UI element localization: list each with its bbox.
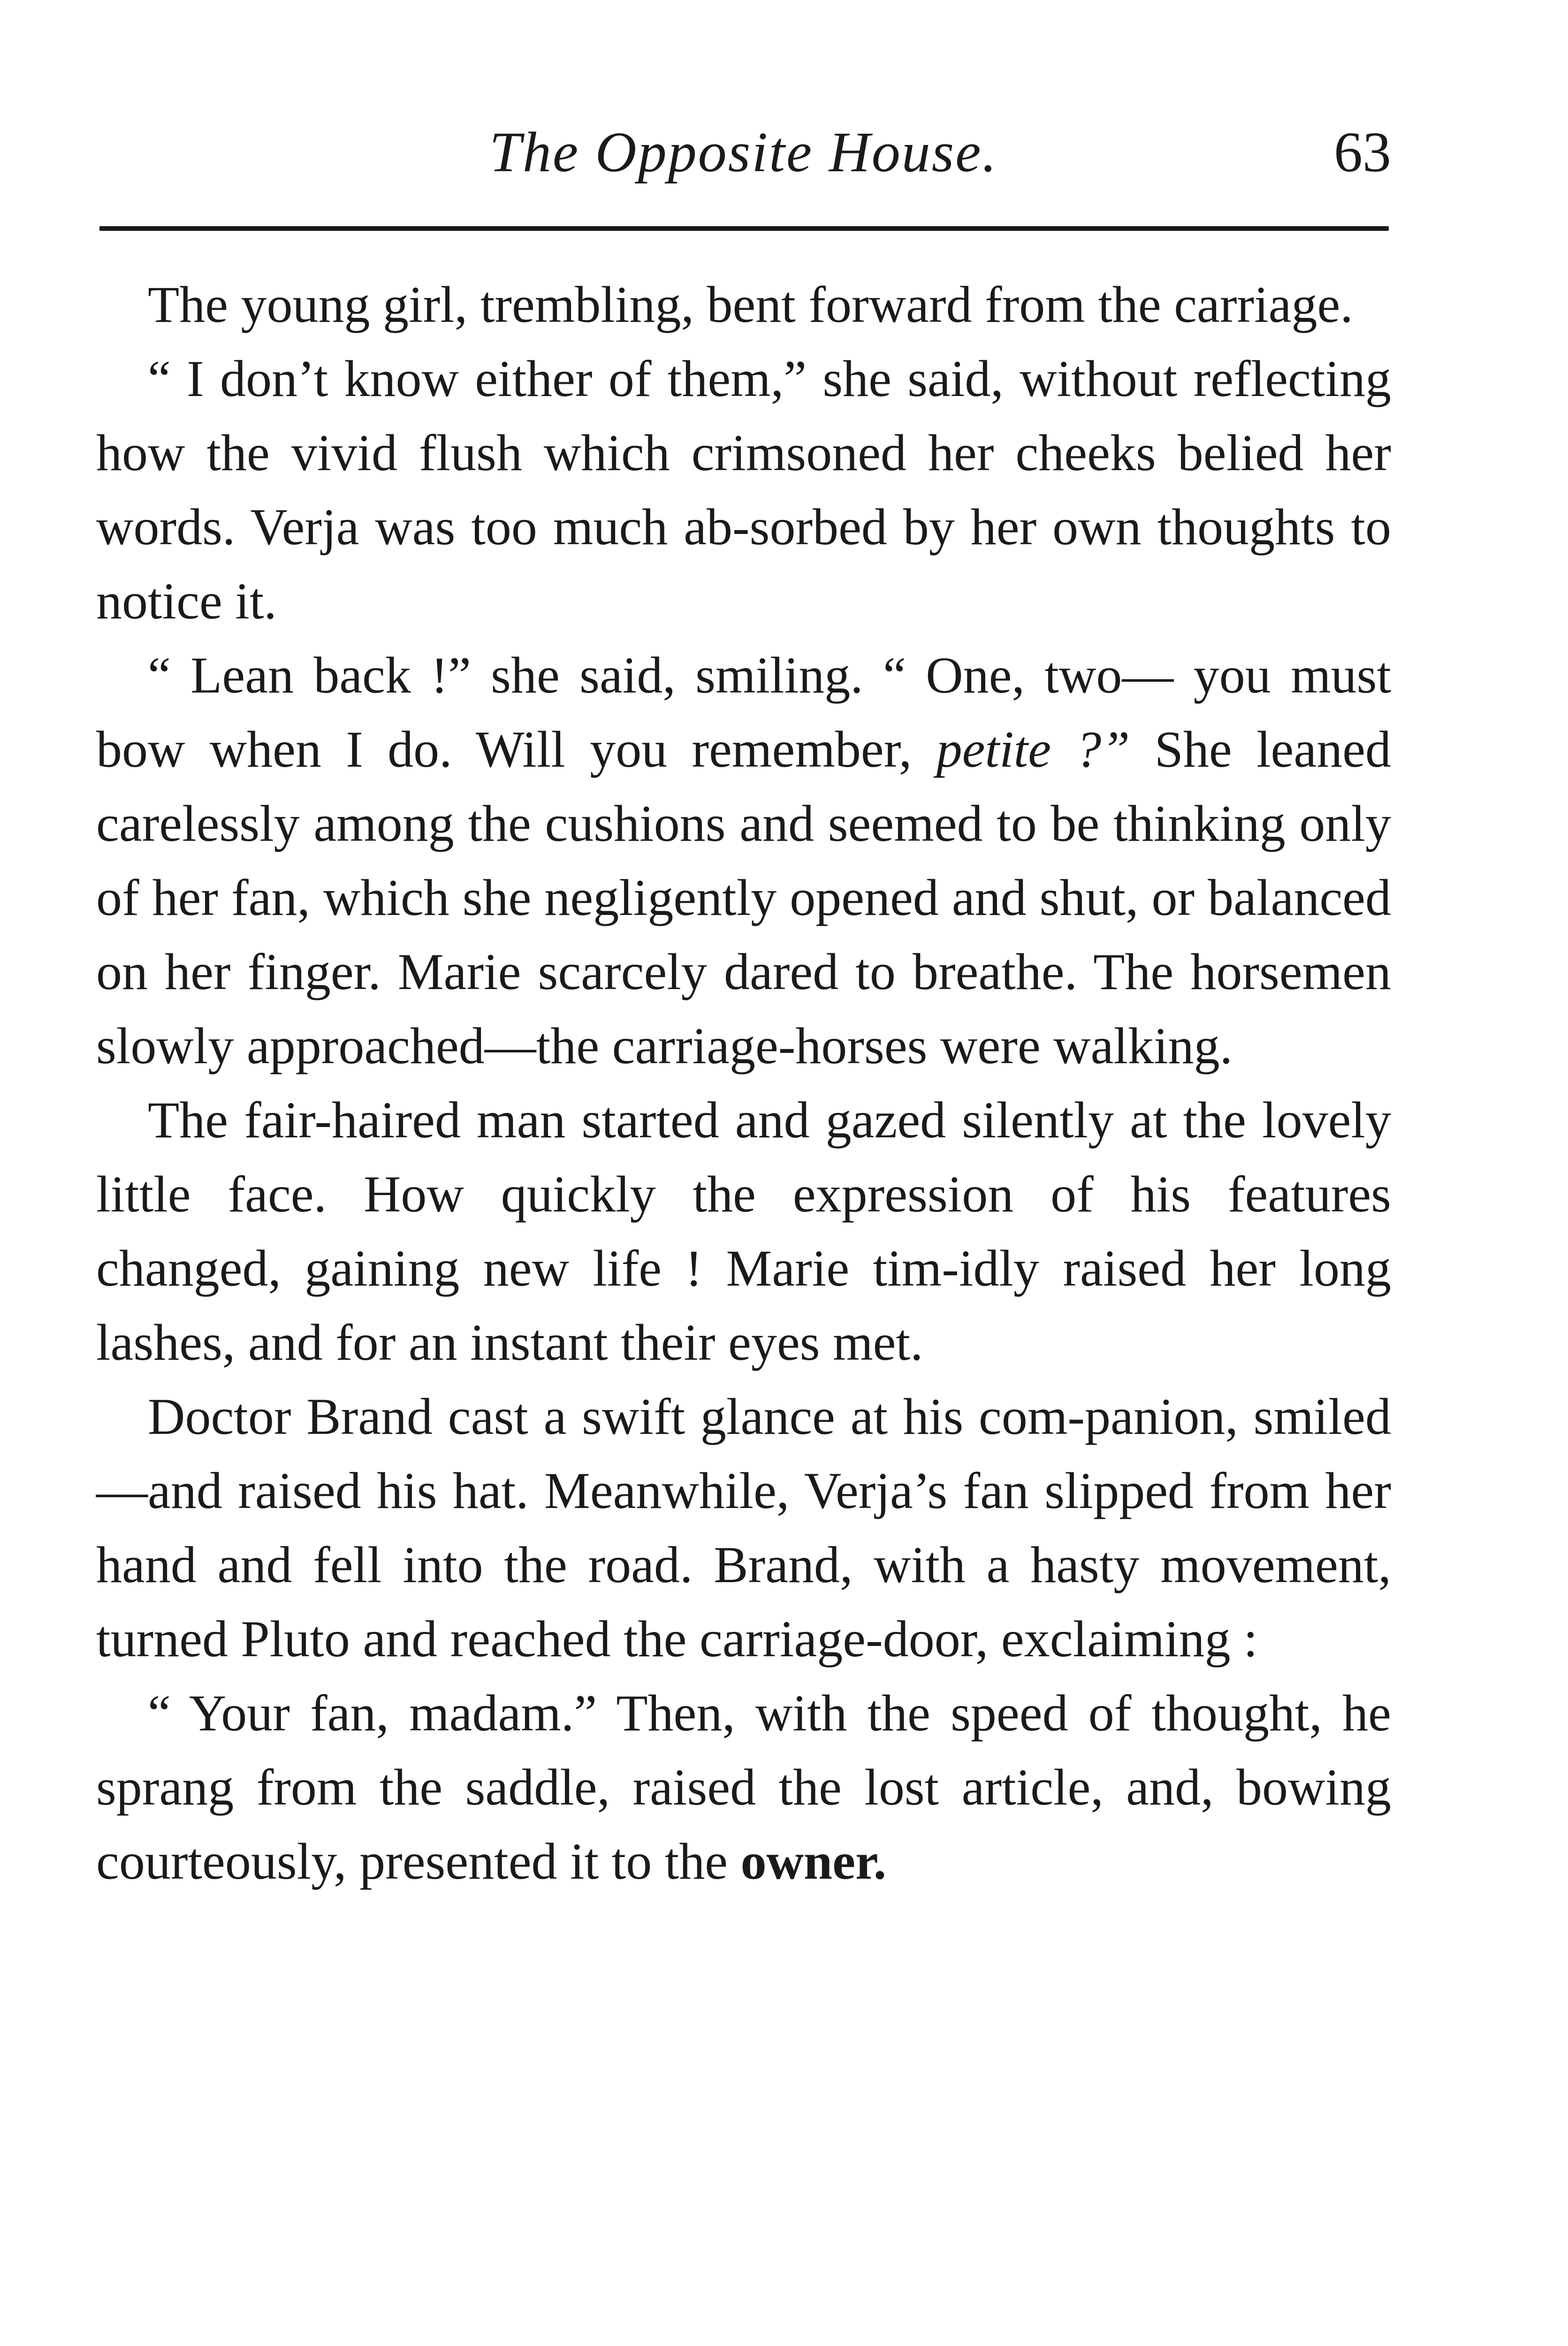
paragraph-6-final-word: owner. xyxy=(740,1833,887,1890)
paragraph-5-text: Doctor Brand cast a swift glance at his com-panion, smiled—and raised his hat. Meanwhile, Verja’s fan slipped from her hand and fell into the road. Brand, with a hasty movement, turned Pluto and reached the carriage-door, exclaiming : xyxy=(96,1388,1391,1668)
running-head xyxy=(96,115,1391,190)
page-number: 63 xyxy=(1334,121,1391,184)
paragraph-4-text: The fair-haired man started and gazed silently at the lovely little face. How quickly the expression of his features changed, gaining new life ! Marie tim-idly raised her long lashes, and for an instant their eyes met. xyxy=(96,1091,1391,1371)
header-rule xyxy=(99,226,1389,231)
paragraph-1 xyxy=(96,267,1391,342)
paragraph-5 xyxy=(96,1379,1391,1676)
paragraph-3-italic: petite ?” xyxy=(936,721,1130,778)
paragraph-6 xyxy=(96,1676,1391,1898)
body-text xyxy=(96,267,1391,1898)
paragraph-3 xyxy=(96,638,1391,1083)
paragraph-1-text: The young girl, trembling, bent forward from the carriage. xyxy=(148,276,1353,333)
paragraph-4 xyxy=(96,1083,1391,1379)
paragraph-3-continuation: She leaned carelessly among the cushions and seemed to be thinking only of her fan, which she negligently opened and shut, or balanced on her finger. Marie scarcely dared to breathe. The horsemen slowly approached—the carriage-horses were walking. xyxy=(96,721,1392,1074)
running-title: The Opposite House. xyxy=(489,121,998,184)
paragraph-6-text: “ Your fan, madam.” Then, with the speed of thought, he sprang from the saddle, raised the lost article, and, bowing courteously, presented it to the xyxy=(96,1684,1391,1890)
paragraph-3-text: “ Lean back !” she said, smiling. “ One, two— you must bow when I do. Will you remember, xyxy=(96,647,1391,778)
paragraph-2-text: “ I don’t know either of them,” she said, without reflecting how the vivid flush which crimsoned her cheeks belied her words. Verja was too much ab-sorbed by her own thoughts to notice it. xyxy=(96,350,1391,630)
paragraph-2 xyxy=(96,342,1391,638)
